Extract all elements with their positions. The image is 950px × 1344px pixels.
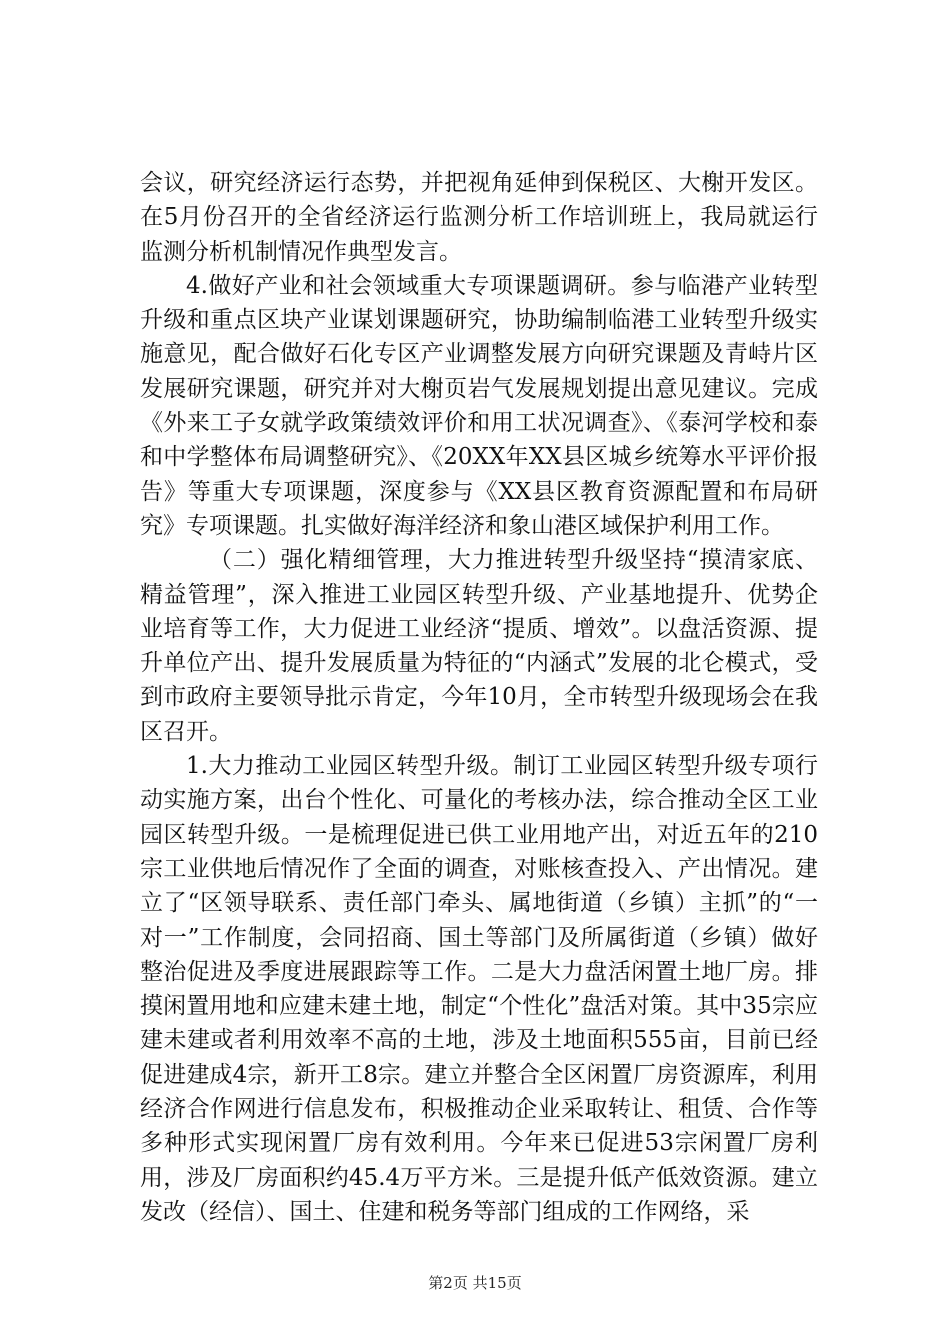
paragraph-item-4: 4.做好产业和社会领域重大专项课题调研。参与临港产业转型升级和重点区块产业谋划课题研究，协助编制临港工业转型升级实施意见，配合做好石化专区产业调整发展方向研究课题及青峙片区发展研究课题，研究并对大榭页岩气发展规划提出意见建议。完成《外来工子女就学政策绩效评价和用工状况调查》、《泰河学校和泰和中学整体布局调整研究》、《20XX年XX县区城乡统筹水平评价报告》等重大专项课题，深度参与《XX县区教育资源配置和布局研究》专项课题。扎实做好海洋经济和象山港区域保护利用工作。: [140, 272, 818, 539]
paragraph-section-2: （二）强化精细管理，大力推进转型升级坚持“摸清家底、精益管理”，深入推进工业园区转型升级、产业基地提升、优势企业培育等工作，大力促进工业经济“提质、增效”。以盘活资源、提升单位产出、提升发展质量为特征的“内涵式”发展的北仑模式，受到市政府主要领导批示肯定，今年10月，全市转型升级现场会在我区召开。: [140, 547, 818, 745]
paragraph-item-1: 1.大力推动工业园区转型升级。制订工业园区转型升级专项行动实施方案，出台个性化、可量化的考核办法，综合推动全区工业园区转型升级。一是梳理促进已供工业用地产出，对近五年的210宗工业供地后情况作了全面的调查，对账核查投入、产出情况。建立了“区领导联系、责任部门牵头、属地街道（乡镇）主抓”的“一对一”工作制度，会同招商、国土等部门及所属街道（乡镇）做好整治促进及季度进展跟踪等工作。二是大力盘活闲置土地厂房。排摸闲置用地和应建未建土地，制定“个性化”盘活对策。其中35宗应建未建或者利用效率不高的土地，涉及土地面积555亩，目前已经促进建成4宗，新开工8宗。建立并整合全区闲置厂房资源库，利用经济合作网进行信息发布，积极推动企业采取转让、租赁、合作等多种形式实现闲置厂房有效利用。今年来已促进53宗闲置厂房利用，涉及厂房面积约45.4万平方米。三是提升低产低效资源。建立发改（经信）、国土、住建和税务等部门组成的工作网络，采: [140, 753, 818, 1225]
page-footer: 第2页 共15页: [428, 1274, 522, 1292]
document-body: [140, 166, 818, 1229]
paragraph-continuation: 会议，研究经济运行态势，并把视角延伸到保税区、大榭开发区。在5月份召开的全省经济运行监测分析工作培训班上，我局就运行监测分析机制情况作典型发言。: [140, 170, 818, 265]
